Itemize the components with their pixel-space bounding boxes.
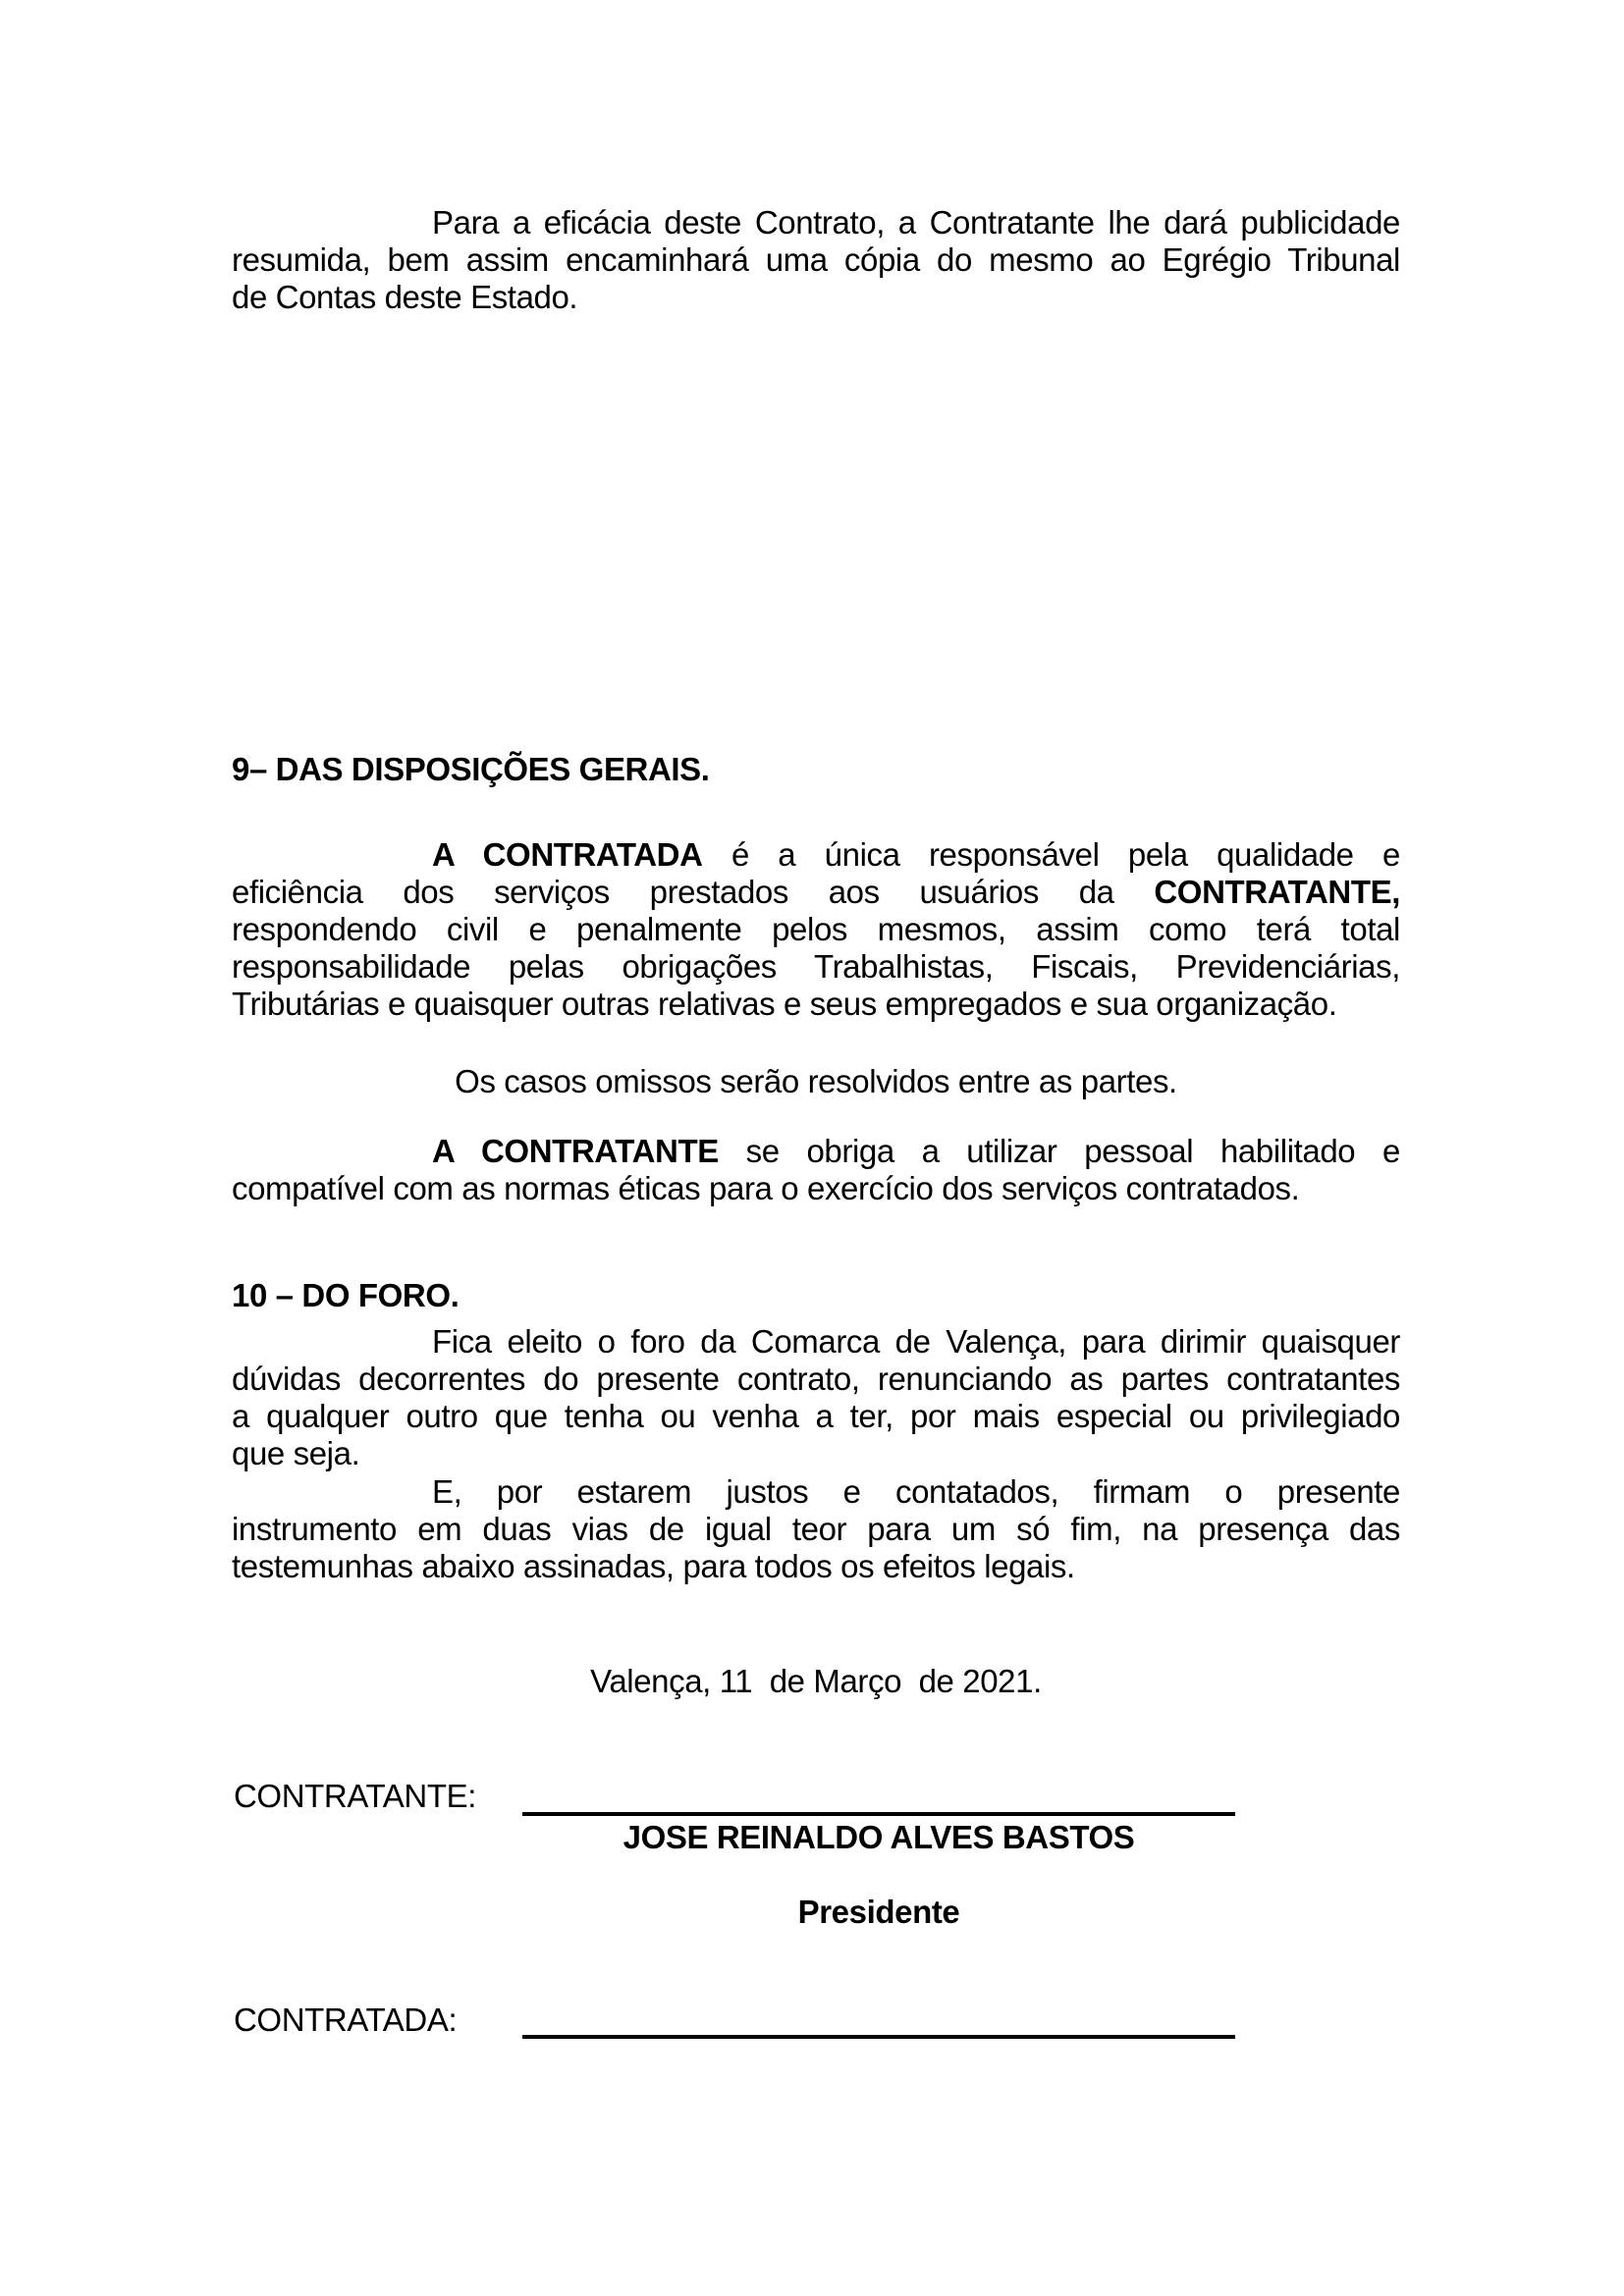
text-line: Tributárias e quaisquer outras relativas e seus empregados e sua organização. xyxy=(232,986,1337,1022)
text-line: A CONTRATANTE se obriga a utilizar pessoal habilitado e xyxy=(432,1133,1400,1169)
text-line: a qualquer outro que tenha ou venha a ter, por mais especial ou privilegiado xyxy=(232,1398,1400,1434)
paragraph-closing xyxy=(232,1473,1400,1585)
paragraph-contratada-responsibility xyxy=(232,836,1400,1023)
text-line: eficiência dos serviços prestados aos usuários da CONTRATANTE, xyxy=(232,874,1400,910)
text-line: compatível com as normas éticas para o exercício dos serviços contratados. xyxy=(232,1170,1300,1206)
text-line: instrumento em duas vias de igual teor para um só fim, na presença das xyxy=(232,1511,1400,1547)
date-line: Valença, 11 de Março de 2021. xyxy=(590,1663,1042,1699)
text-line: responsabilidade pelas obrigações Trabalhistas, Fiscais, Previdenciárias, xyxy=(232,948,1400,985)
contratada-signature-line xyxy=(522,2035,1235,2039)
text-line: resumida, bem assim encaminhará uma cópia do mesmo ao Egrégio Tribunal xyxy=(232,241,1400,278)
text-line: de Contas deste Estado. xyxy=(232,279,578,315)
text-line: testemunhas abaixo assinadas, para todos os efeitos legais. xyxy=(232,1548,1075,1584)
contratada-label: CONTRATADA: xyxy=(234,2002,458,2038)
text-line: dúvidas decorrentes do presente contrato, renunciando as partes contratantes xyxy=(232,1361,1400,1397)
contratante-signer-title: Presidente xyxy=(797,1894,960,1930)
paragraph-contratante-obligation xyxy=(232,1133,1400,1207)
contratante-label: CONTRATANTE: xyxy=(234,1778,476,1814)
text-line: respondendo civil e penalmente pelos mesmos, assim como terá total xyxy=(232,911,1400,947)
text-line: Para a eficácia deste Contrato, a Contratante lhe dará publicidade xyxy=(432,204,1400,240)
contratante-signature-line xyxy=(522,1812,1235,1816)
paragraph-publicity xyxy=(232,204,1400,316)
contratante-signer-name: JOSE REINALDO ALVES BASTOS xyxy=(623,1819,1135,1855)
paragraph-foro xyxy=(232,1323,1400,1472)
bold-term-contratada: A CONTRATADA xyxy=(432,836,703,873)
text-line: Fica eleito o foro da Comarca de Valença, para dirimir quaisquer xyxy=(432,1323,1400,1360)
section-heading-10: 10 – DO FORO. xyxy=(232,1277,460,1313)
paragraph-omitted-cases: Os casos omissos serão resolvidos entre as partes. xyxy=(455,1063,1177,1099)
section-heading-9: 9– DAS DISPOSIÇÕES GERAIS. xyxy=(232,751,710,787)
bold-term-contratante: CONTRATANTE, xyxy=(1154,874,1400,910)
text-line: E, por estarem justos e contatados, firmam o presente xyxy=(432,1473,1400,1510)
bold-term-contratante: A CONTRATANTE xyxy=(432,1133,719,1169)
text-line: A CONTRATADA é a única responsável pela qualidade e xyxy=(432,836,1400,873)
text-line: que seja. xyxy=(232,1435,360,1471)
